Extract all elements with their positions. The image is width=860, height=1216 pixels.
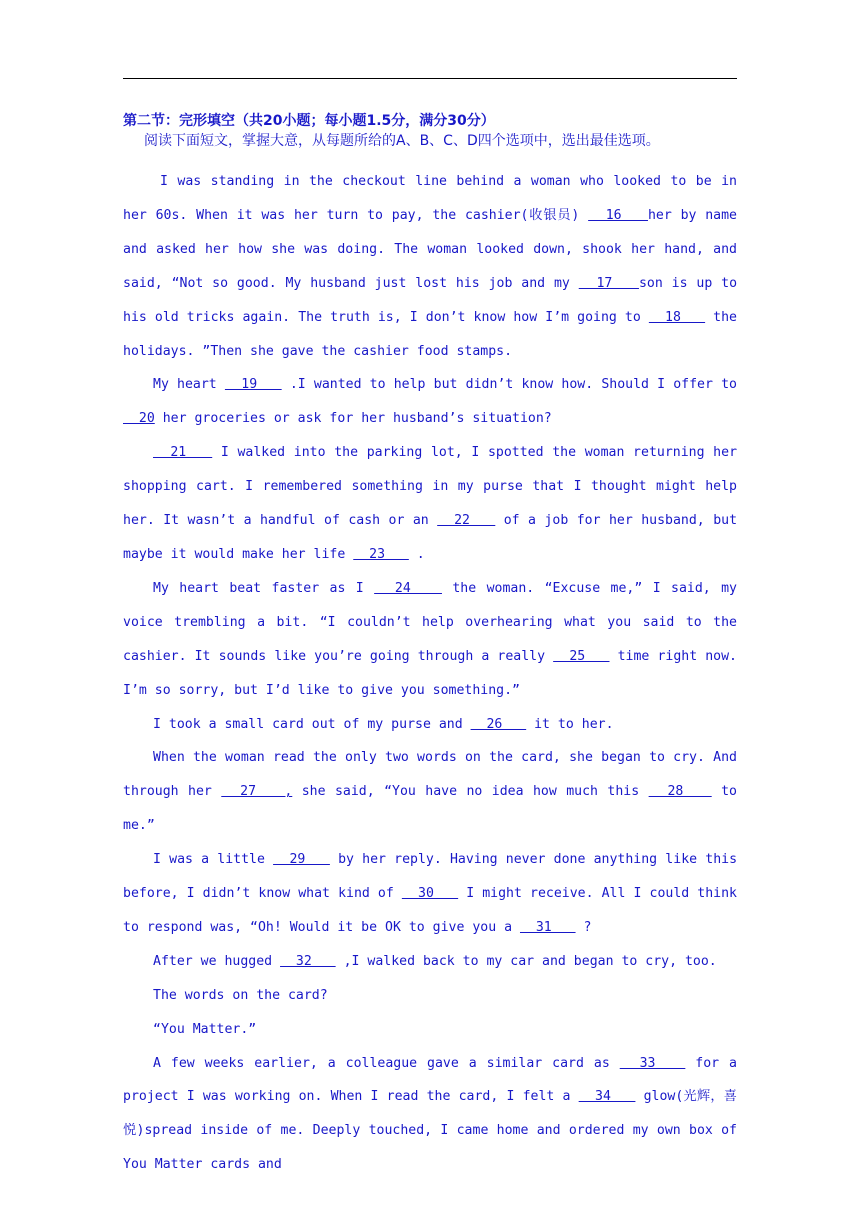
passage-paragraph-1: I was standing in the checkout line behind a woman who looked to be in her 60s. When it was her turn to pay, the cashier(收银员) 16 her by name and asked her how she was doing. The woman looked down, shook her hand, and said, “Not so good. My husband just lost his job and my 17 son is up to his old tricks again. The truth is, I don’t know how I’m going to 18 the holidays. ”Then she gave the cashier food stamps.	[123, 174, 738, 359]
blank-27: 27 ,	[221, 784, 293, 800]
blank-34: 34	[578, 1089, 636, 1105]
blank-19: 19	[224, 377, 282, 393]
passage-paragraph-10: “You Matter.”	[153, 1021, 257, 1037]
blank-32: 32	[280, 953, 336, 969]
blank-22: 22	[437, 513, 496, 529]
passage-paragraph-9: The words on the card?	[153, 987, 328, 1003]
blank-26: 26	[470, 716, 527, 732]
blank-30: 30	[401, 886, 459, 902]
passage-paragraph-6: When the woman read the only two words on the card, she began to cry. And through her 27 , she said, “You have no idea how much this 28 to me.”	[123, 750, 738, 834]
passage-paragraph-3: 21 I walked into the parking lot, I spotted the woman returning her shopping cart. I remembered something in my purse that I thought might help her. It wasn’t a handful of cash or an 22 of a job for her husband, but maybe it would make her life 23 .	[123, 445, 738, 562]
passage-paragraph-8: After we hugged 32 ,I walked back to my car and began to cry, too.	[153, 953, 717, 969]
blank-21: 21	[153, 445, 213, 461]
blank-17: 17	[578, 275, 639, 291]
exam-section	[123, 111, 737, 1182]
passage-paragraph-4: My heart beat faster as I 24 the woman. “Excuse me,” I said, my voice trembling a bit. “I couldn’t help overhearing what you said to the cashier. It sounds like you’re going through a really 25 time right now. I’m so sorry, but I’d like to give you something.”	[123, 580, 738, 698]
blank-33: 33	[619, 1055, 686, 1071]
blank-31: 31	[519, 919, 576, 935]
passage-paragraph-5: I took a small card out of my purse and 26 it to her.	[153, 716, 614, 732]
blank-18: 18	[648, 309, 706, 325]
section-instructions: 阅读下面短文，掌握大意，从每题所给的A、B、C、D四个选项中，选出最佳选项。	[144, 133, 660, 149]
blank-29: 29	[273, 852, 330, 868]
blank-16: 16	[588, 207, 648, 223]
passage-paragraph-7: I was a little 29 by her reply. Having never done anything like this before, I didn’t know what kind of 30 I might receive. All I could think to respond was, “Oh! Would it be OK to give you a 31 ?	[123, 852, 738, 935]
header-rule	[123, 78, 737, 79]
passage-paragraph-2: My heart 19 .I wanted to help but didn’t know how. Should I offer to 20 her groceries or ask for her husband’s situation?	[123, 377, 737, 427]
blank-24: 24	[374, 580, 442, 596]
blank-23: 23	[353, 546, 409, 562]
blank-25: 25	[553, 648, 610, 664]
blank-28: 28	[648, 784, 712, 800]
section-title: 第二节：完形填空（共20小题；每小题1.5分，满分30分）	[123, 113, 495, 129]
blank-20: 20	[123, 411, 155, 427]
passage-paragraph-11: A few weeks earlier, a colleague gave a similar card as 33 for a project I was working on. When I read the card, I felt a 34 glow(光辉，喜悦)spread inside of me. Deeply touched, I came home and ordered my own box of You Matter cards and	[123, 1055, 737, 1173]
